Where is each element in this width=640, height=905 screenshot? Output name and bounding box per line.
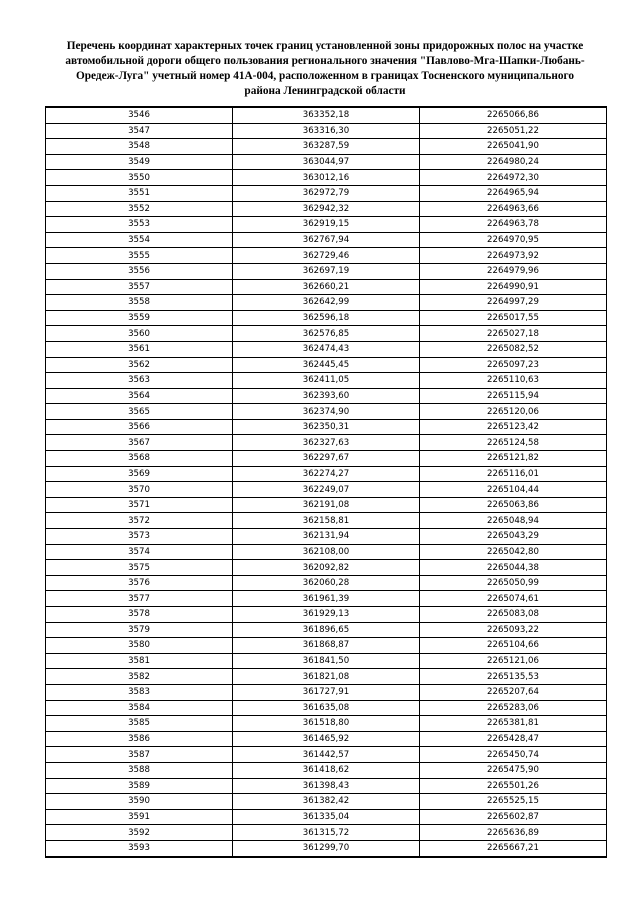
- x-coordinate-cell: 362158,81: [233, 513, 420, 529]
- table-row: [46, 529, 607, 545]
- table-row: [46, 575, 607, 591]
- y-coordinate-cell: 2265283,06: [420, 700, 607, 716]
- x-coordinate-cell: 362919,15: [233, 217, 420, 233]
- x-coordinate-cell: 362297,67: [233, 451, 420, 467]
- y-coordinate-cell: 2265121,06: [420, 653, 607, 669]
- point-number-cell: 3564: [46, 388, 233, 404]
- y-coordinate-cell: 2265093,22: [420, 622, 607, 638]
- table-row: [46, 466, 607, 482]
- point-number-cell: 3555: [46, 248, 233, 264]
- x-coordinate-cell: 361868,87: [233, 638, 420, 654]
- table-row: [46, 279, 607, 295]
- table-row: [46, 326, 607, 342]
- y-coordinate-cell: 2265636,89: [420, 825, 607, 841]
- y-coordinate-cell: 2265104,44: [420, 482, 607, 498]
- y-coordinate-cell: 2265066,86: [420, 107, 607, 123]
- y-coordinate-cell: 2265050,99: [420, 575, 607, 591]
- point-number-cell: 3578: [46, 607, 233, 623]
- table-row: [46, 154, 607, 170]
- point-number-cell: 3587: [46, 747, 233, 763]
- table-row: [46, 185, 607, 201]
- point-number-cell: 3559: [46, 310, 233, 326]
- point-number-cell: 3567: [46, 435, 233, 451]
- x-coordinate-cell: 361841,50: [233, 653, 420, 669]
- y-coordinate-cell: 2265207,64: [420, 684, 607, 700]
- table-row: [46, 607, 607, 623]
- x-coordinate-cell: 362642,99: [233, 295, 420, 311]
- y-coordinate-cell: 2265123,42: [420, 419, 607, 435]
- y-coordinate-cell: 2265097,23: [420, 357, 607, 373]
- point-number-cell: 3548: [46, 139, 233, 155]
- x-coordinate-cell: 362131,94: [233, 529, 420, 545]
- x-coordinate-cell: 363044,97: [233, 154, 420, 170]
- x-coordinate-cell: 362108,00: [233, 544, 420, 560]
- point-number-cell: 3585: [46, 716, 233, 732]
- point-number-cell: 3579: [46, 622, 233, 638]
- table-row: [46, 762, 607, 778]
- table-row: [46, 248, 607, 264]
- table-row: [46, 201, 607, 217]
- y-coordinate-cell: 2264963,66: [420, 201, 607, 217]
- point-number-cell: 3574: [46, 544, 233, 560]
- table-row: [46, 419, 607, 435]
- table-row: [46, 809, 607, 825]
- x-coordinate-cell: 362393,60: [233, 388, 420, 404]
- x-coordinate-cell: 363287,59: [233, 139, 420, 155]
- table-row: [46, 716, 607, 732]
- x-coordinate-cell: 361929,13: [233, 607, 420, 623]
- x-coordinate-cell: 362596,18: [233, 310, 420, 326]
- table-row: [46, 653, 607, 669]
- table-row: [46, 123, 607, 139]
- point-number-cell: 3570: [46, 482, 233, 498]
- y-coordinate-cell: 2265475,90: [420, 762, 607, 778]
- y-coordinate-cell: 2265051,22: [420, 123, 607, 139]
- point-number-cell: 3572: [46, 513, 233, 529]
- table-row: [46, 825, 607, 841]
- x-coordinate-cell: 362660,21: [233, 279, 420, 295]
- x-coordinate-cell: 361821,08: [233, 669, 420, 685]
- y-coordinate-cell: 2265667,21: [420, 840, 607, 856]
- y-coordinate-cell: 2264997,29: [420, 295, 607, 311]
- table-row: [46, 232, 607, 248]
- x-coordinate-cell: 362274,27: [233, 466, 420, 482]
- table-row: [46, 638, 607, 654]
- point-number-cell: 3582: [46, 669, 233, 685]
- y-coordinate-cell: 2264965,94: [420, 185, 607, 201]
- x-coordinate-cell: 361635,08: [233, 700, 420, 716]
- y-coordinate-cell: 2264979,96: [420, 263, 607, 279]
- table-row: [46, 263, 607, 279]
- y-coordinate-cell: 2265381,81: [420, 716, 607, 732]
- y-coordinate-cell: 2264972,30: [420, 170, 607, 186]
- table-row: [46, 310, 607, 326]
- x-coordinate-cell: 361382,42: [233, 794, 420, 810]
- y-coordinate-cell: 2265027,18: [420, 326, 607, 342]
- table-row: [46, 684, 607, 700]
- y-coordinate-cell: 2264963,78: [420, 217, 607, 233]
- point-number-cell: 3546: [46, 107, 233, 123]
- y-coordinate-cell: 2265121,82: [420, 451, 607, 467]
- y-coordinate-cell: 2264990,91: [420, 279, 607, 295]
- x-coordinate-cell: 361442,57: [233, 747, 420, 763]
- table-row: [46, 778, 607, 794]
- table-row: [46, 700, 607, 716]
- table-row: [46, 357, 607, 373]
- point-number-cell: 3568: [46, 451, 233, 467]
- x-coordinate-cell: 362942,32: [233, 201, 420, 217]
- y-coordinate-cell: 2265104,66: [420, 638, 607, 654]
- x-coordinate-cell: 361418,62: [233, 762, 420, 778]
- point-number-cell: 3580: [46, 638, 233, 654]
- x-coordinate-cell: 362191,08: [233, 497, 420, 513]
- x-coordinate-cell: 362576,85: [233, 326, 420, 342]
- point-number-cell: 3547: [46, 123, 233, 139]
- y-coordinate-cell: 2264973,92: [420, 248, 607, 264]
- x-coordinate-cell: 361727,91: [233, 684, 420, 700]
- table-row: [46, 669, 607, 685]
- y-coordinate-cell: 2265110,63: [420, 373, 607, 389]
- table-row: [46, 591, 607, 607]
- y-coordinate-cell: 2264980,24: [420, 154, 607, 170]
- point-number-cell: 3588: [46, 762, 233, 778]
- x-coordinate-cell: 363352,18: [233, 107, 420, 123]
- x-coordinate-cell: 362350,31: [233, 419, 420, 435]
- table-row: [46, 404, 607, 420]
- title-line: Перечень координат характерных точек границ установленной зоны придорожных полос на участке: [66, 40, 584, 52]
- point-number-cell: 3557: [46, 279, 233, 295]
- point-number-cell: 3550: [46, 170, 233, 186]
- point-number-cell: 3549: [46, 154, 233, 170]
- point-number-cell: 3576: [46, 575, 233, 591]
- y-coordinate-cell: 2265450,74: [420, 747, 607, 763]
- x-coordinate-cell: 362697,19: [233, 263, 420, 279]
- y-coordinate-cell: 2265043,29: [420, 529, 607, 545]
- coordinates-table: [45, 106, 607, 858]
- point-number-cell: 3552: [46, 201, 233, 217]
- table-row: [46, 451, 607, 467]
- table-row: [46, 747, 607, 763]
- y-coordinate-cell: 2265041,90: [420, 139, 607, 155]
- x-coordinate-cell: 362972,79: [233, 185, 420, 201]
- point-number-cell: 3556: [46, 263, 233, 279]
- point-number-cell: 3586: [46, 731, 233, 747]
- table-row: [46, 295, 607, 311]
- x-coordinate-cell: 362374,90: [233, 404, 420, 420]
- y-coordinate-cell: 2265044,38: [420, 560, 607, 576]
- table-row: [46, 170, 607, 186]
- table-row: [46, 107, 607, 123]
- table-row: [46, 388, 607, 404]
- table-row: [46, 217, 607, 233]
- point-number-cell: 3584: [46, 700, 233, 716]
- title-line: Оредеж-Луга" учетный номер 41А-004, расположенном в границах Тосненского муниципального: [75, 70, 575, 82]
- point-number-cell: 3569: [46, 466, 233, 482]
- point-number-cell: 3575: [46, 560, 233, 576]
- x-coordinate-cell: 361299,70: [233, 840, 420, 856]
- point-number-cell: 3583: [46, 684, 233, 700]
- table-row: [46, 373, 607, 389]
- x-coordinate-cell: 362060,28: [233, 575, 420, 591]
- table-row: [46, 731, 607, 747]
- point-number-cell: 3553: [46, 217, 233, 233]
- point-number-cell: 3577: [46, 591, 233, 607]
- point-number-cell: 3560: [46, 326, 233, 342]
- point-number-cell: 3562: [46, 357, 233, 373]
- x-coordinate-cell: 361398,43: [233, 778, 420, 794]
- table-row: [46, 513, 607, 529]
- point-number-cell: 3581: [46, 653, 233, 669]
- y-coordinate-cell: 2265116,01: [420, 466, 607, 482]
- table-row: [46, 482, 607, 498]
- point-number-cell: 3590: [46, 794, 233, 810]
- table-row: [46, 544, 607, 560]
- point-number-cell: 3566: [46, 419, 233, 435]
- y-coordinate-cell: 2265501,26: [420, 778, 607, 794]
- y-coordinate-cell: 2265135,53: [420, 669, 607, 685]
- x-coordinate-cell: 362474,43: [233, 341, 420, 357]
- table-row: [46, 840, 607, 856]
- point-number-cell: 3565: [46, 404, 233, 420]
- y-coordinate-cell: 2265120,06: [420, 404, 607, 420]
- x-coordinate-cell: 362729,46: [233, 248, 420, 264]
- point-number-cell: 3561: [46, 341, 233, 357]
- y-coordinate-cell: 2265602,87: [420, 809, 607, 825]
- x-coordinate-cell: 362411,05: [233, 373, 420, 389]
- point-number-cell: 3591: [46, 809, 233, 825]
- y-coordinate-cell: 2265083,08: [420, 607, 607, 623]
- y-coordinate-cell: 2265124,58: [420, 435, 607, 451]
- x-coordinate-cell: 361315,72: [233, 825, 420, 841]
- point-number-cell: 3571: [46, 497, 233, 513]
- y-coordinate-cell: 2265525,15: [420, 794, 607, 810]
- table-row: [46, 139, 607, 155]
- title-line: района Ленинградской области: [244, 85, 406, 97]
- x-coordinate-cell: 362092,82: [233, 560, 420, 576]
- table-row: [46, 341, 607, 357]
- y-coordinate-cell: 2265074,61: [420, 591, 607, 607]
- x-coordinate-cell: 363316,30: [233, 123, 420, 139]
- y-coordinate-cell: 2264970,95: [420, 232, 607, 248]
- table-row: [46, 435, 607, 451]
- x-coordinate-cell: 361961,39: [233, 591, 420, 607]
- table-row: [46, 560, 607, 576]
- title-line: автомобильной дороги общего пользования регионального значения "Павлово-Мга-Шапки-Любань-: [65, 55, 585, 67]
- point-number-cell: 3563: [46, 373, 233, 389]
- y-coordinate-cell: 2265017,55: [420, 310, 607, 326]
- table-row: [46, 622, 607, 638]
- x-coordinate-cell: 361896,65: [233, 622, 420, 638]
- y-coordinate-cell: 2265115,94: [420, 388, 607, 404]
- y-coordinate-cell: 2265082,52: [420, 341, 607, 357]
- y-coordinate-cell: 2265428,47: [420, 731, 607, 747]
- point-number-cell: 3554: [46, 232, 233, 248]
- y-coordinate-cell: 2265048,94: [420, 513, 607, 529]
- coordinates-table-body: [46, 107, 607, 857]
- x-coordinate-cell: 361518,80: [233, 716, 420, 732]
- x-coordinate-cell: 362767,94: [233, 232, 420, 248]
- x-coordinate-cell: 362249,07: [233, 482, 420, 498]
- x-coordinate-cell: 362327,63: [233, 435, 420, 451]
- table-row: [46, 794, 607, 810]
- point-number-cell: 3558: [46, 295, 233, 311]
- table-row: [46, 497, 607, 513]
- point-number-cell: 3573: [46, 529, 233, 545]
- point-number-cell: 3589: [46, 778, 233, 794]
- point-number-cell: 3593: [46, 840, 233, 856]
- point-number-cell: 3592: [46, 825, 233, 841]
- x-coordinate-cell: 363012,16: [233, 170, 420, 186]
- x-coordinate-cell: 361335,04: [233, 809, 420, 825]
- document-title: [40, 39, 610, 99]
- point-number-cell: 3551: [46, 185, 233, 201]
- y-coordinate-cell: 2265063,86: [420, 497, 607, 513]
- x-coordinate-cell: 361465,92: [233, 731, 420, 747]
- y-coordinate-cell: 2265042,80: [420, 544, 607, 560]
- x-coordinate-cell: 362445,45: [233, 357, 420, 373]
